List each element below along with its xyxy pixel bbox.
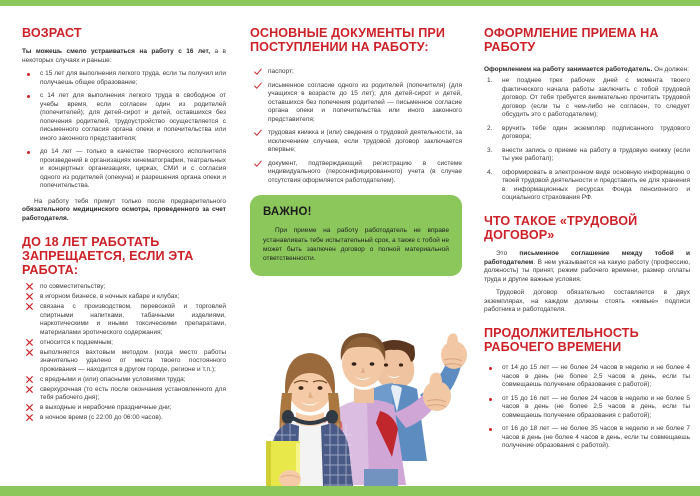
cross-icon — [26, 349, 38, 356]
bottom-green-bar — [0, 486, 700, 496]
column-documents — [242, 6, 474, 486]
list-item-text: связана с производством, перевозкой и торговлей спиртными напитками, табачными изделиями, наркотическими и иными токсическими препаратами, материалами эротического содержания; — [40, 303, 226, 336]
cross-icon — [26, 283, 38, 290]
list-item — [22, 70, 226, 87]
bullet-dot-icon — [27, 73, 30, 76]
list-item-text: по совместительству; — [40, 283, 106, 291]
list-item-text: с 14 лет для выполнения легкого труда в свободное от учебы время, если согласен один из родителей (попечителей); для детей-сирот и детей, оставшихся без попечения родителей, трудоустройство осуществляется с письменного согласия органа опеки и попечительства или иного законного представителя; — [40, 92, 226, 142]
medical-exam-pre: На работу тебя примут только после предварительного — [34, 197, 226, 205]
list-item-text: оформировать в электронном виде основную информацию о твоей трудовой деятельности и представить ее для хранения в информационных ресурсах Фонда пенсионного и социального страхования РФ. — [502, 168, 690, 201]
contract-def-rest: . В нем указывается на какую работу (профессию, должность) ты принят, режим рабочего времени, размер оплаты труда и другие важные условия. — [484, 258, 690, 283]
list-item — [22, 283, 226, 292]
column-age — [0, 6, 242, 486]
contract-def-bold: письменное соглашение между тобой и работодателем — [484, 249, 690, 266]
list-item-text: внести запись о приеме на работу в трудовую книжку (если ты уже работал); — [502, 146, 690, 162]
list-item-text: в выходные и нерабочие праздничные дни; — [40, 404, 172, 412]
cross-icon — [26, 293, 38, 300]
list-item-text: до 14 лет — только в качестве творческого исполнителя произведений в организациях кинематографии, театральных и концертных организациях, цирках, СМИ и с согласия одного из родителей (опекуна) и разрешения органа опеки и попечительства. — [40, 148, 226, 190]
bullet-dot-icon — [489, 398, 492, 401]
heading-working-hours: ПРОДОЛЖИТЕЛЬНОСТЬ РАБОЧЕГО ВРЕМЕНИ — [484, 326, 639, 355]
list-item — [22, 92, 226, 143]
hiring-lead-rest: Он должен: — [652, 66, 689, 74]
age-lead-rest: а в некоторых случаях и раньше: — [22, 48, 226, 64]
list-item-text: письменное согласие одного из родителей (попечителя) (для учащихся в возрасте до 15 лет); для детей-сирот и детей, оставшихся без попечения родителей — письменное согласие органа опеки и попечительства или иного законного представителя; — [268, 81, 462, 123]
list-item — [484, 364, 690, 390]
contract-copies-paragraph: Трудовой договор обязательно составляется в двух экземплярах, на каждом должны стоять «живые» подписи работника и работодателя. — [484, 289, 690, 314]
list-item — [484, 425, 690, 451]
list-item — [484, 77, 690, 120]
list-item-text: от 16 до 18 лет — не более 35 часов в неделю и не более 7 часов в день (не более 4 часов в день, если ты совмещаешь получение образования с работой). — [502, 425, 690, 450]
list-item-text: паспорт; — [268, 68, 294, 76]
important-text: При приеме на работу работодатель не вправе устанавливать тебе испытательный срок, а также с тобой не может быть заключен договор о полной материальной ответственности. — [263, 227, 449, 263]
hiring-lead-bold: Оформлением на работу занимается работодатель. — [484, 66, 653, 74]
list-item — [484, 169, 690, 203]
heading-labour-contract: ЧТО ТАКОЕ «ТРУДОВОЙ ДОГОВОР» — [484, 213, 638, 242]
list-item-text: выполняется вахтовым методом (когда место работы значительно удалено от места твоего постоянного проживания — находится в другом городе, регионе и т.п.); — [40, 348, 226, 373]
list-item — [22, 293, 226, 302]
age-lead-bold: Ты можешь смело устраиваться на работу с 16 лет, — [22, 48, 211, 56]
hiring-steps-list — [484, 77, 690, 203]
bullet-dot-icon — [489, 367, 492, 370]
column-hiring — [474, 6, 700, 486]
list-item-text: документ, подтверждающий регистрацию в системе индивидуального (персонифицированного) учета (в случае отсутствия оформляется работодателем). — [268, 159, 462, 184]
working-hours-list — [484, 364, 690, 451]
hiring-lead-paragraph — [484, 66, 690, 75]
required-documents-list — [250, 68, 462, 185]
list-item — [22, 349, 226, 375]
important-title: ВАЖНО! — [263, 206, 312, 219]
heading-required-documents: ОСНОВНЫЕ ДОКУМЕНТЫ ПРИ ПОСТУПЛЕНИИ НА РАБОТУ: — [250, 26, 446, 55]
age-lead-paragraph — [22, 48, 226, 65]
bullet-dot-icon — [27, 151, 30, 154]
list-item — [250, 82, 462, 125]
list-item-text: сверхурочная (то есть после окончания установленного для тебя рабочего дня); — [40, 385, 226, 402]
important-callout-box — [250, 195, 462, 276]
heading-hiring-process: ОФОРМЛЕНИЕ ПРИЕМА НА РАБОТУ — [484, 26, 659, 55]
list-item-text: с 15 лет для выполнения легкого труда, если ты получил или получаешь общее образование; — [40, 70, 226, 86]
list-item — [22, 148, 226, 191]
age-rules-list — [22, 70, 226, 191]
list-item — [22, 376, 226, 385]
medical-exam-paragraph — [22, 198, 226, 224]
list-item — [250, 160, 462, 186]
list-item-text: вручить тебе один экземпляр подписанного трудового договора; — [502, 124, 690, 140]
forbidden-work-list — [22, 283, 226, 423]
list-item — [22, 404, 226, 413]
cross-icon — [26, 386, 38, 393]
teens-photo — [244, 311, 472, 486]
bullet-dot-icon — [489, 428, 492, 431]
list-item — [484, 125, 690, 142]
list-item-text: в игорном бизнесе, в ночных кабаре и клубах; — [40, 293, 180, 301]
check-icon — [254, 129, 266, 137]
list-item — [250, 68, 462, 77]
list-number: 3. — [487, 146, 493, 154]
list-item — [484, 395, 690, 421]
list-item-text: относится к подземным; — [40, 338, 113, 346]
cross-icon — [26, 303, 38, 310]
heading-age: ВОЗРАСТ — [22, 26, 82, 40]
list-item — [22, 414, 226, 423]
list-item — [22, 303, 226, 337]
list-item-text: от 14 до 15 лет — не более 24 часов в неделю и не более 4 часов в день (не более 2,5 часов в день, если ты совмещаешь получение образования с работой); — [502, 364, 690, 389]
list-number: 1. — [487, 77, 493, 84]
list-item-text: трудовая книжка и (или) сведения о трудовой деятельности, за исключением случаев, если трудовой договор заключается впервые; — [268, 129, 462, 154]
bullet-dot-icon — [27, 95, 30, 98]
columns-container — [0, 6, 700, 486]
medical-exam-bold: обязательного медицинского осмотра, проведенного за счет работодателя. — [22, 206, 226, 223]
list-item — [22, 386, 226, 403]
contract-def-pre: Это — [496, 249, 520, 257]
check-icon — [254, 82, 266, 90]
list-item-text: в ночное время (с 22:00 до 06:00 часов). — [40, 414, 163, 422]
list-item — [22, 339, 226, 348]
cross-icon — [26, 404, 38, 411]
list-number: 2. — [487, 124, 493, 132]
heading-forbidden-work: ДО 18 ЛЕТ РАБОТАТЬ ЗАПРЕЩАЕТСЯ, ЕСЛИ ЭТА РАБОТА: — [22, 234, 194, 278]
list-item-text: от 15 до 16 лет — не более 24 часов в неделю и не более 5 часов в день (не более 2,5 часов в день, если ты совмещаешь получение образования с работой); — [502, 394, 690, 419]
contract-definition-paragraph — [484, 250, 690, 284]
cross-icon — [26, 414, 38, 421]
cross-icon — [26, 376, 38, 383]
check-icon — [254, 160, 266, 168]
list-item-text: с вредными и (или) опасными условиями труда; — [40, 375, 186, 383]
list-number: 4. — [487, 168, 493, 176]
list-item — [250, 129, 462, 155]
list-item — [484, 147, 690, 164]
check-icon — [254, 68, 266, 76]
cross-icon — [26, 339, 38, 346]
list-item-text: не позднее трех рабочих дней с момента твоего фактического начала работы заключить с тобой трудовой договор. От тебя требуется внимательно прочитать трудовой договор (если ты с чем-либо не согласен, то следует обсудить это с работодателем); — [502, 77, 690, 118]
